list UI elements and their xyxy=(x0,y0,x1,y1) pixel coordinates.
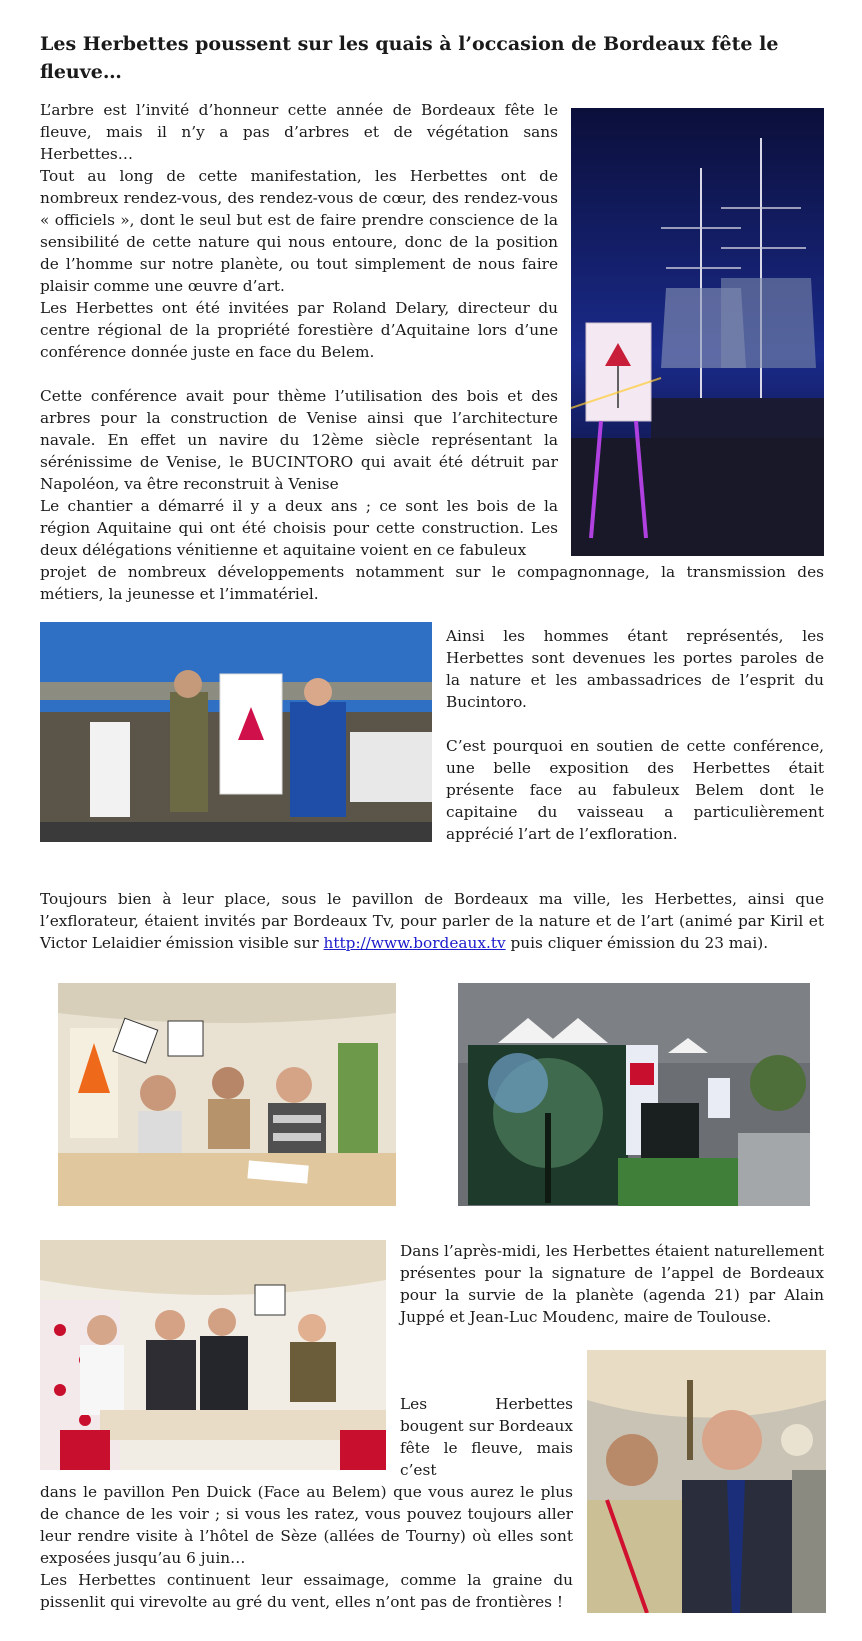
text-line: Les Herbettes continuent leur essaimage, comme la graine du pissenlit qui virevolte au gré du vent, elles n’ont pas de frontières ! xyxy=(40,1571,573,1611)
closing-paragraph xyxy=(40,1481,573,1613)
bordeaux-tv-paragraph xyxy=(40,888,824,954)
belem-night-photo xyxy=(571,108,824,556)
page-title: Les Herbettes poussent sur les quais à l’occasion de Bordeaux fête le fleuve… xyxy=(40,33,779,83)
text-line: Cette conférence avait pour thème l’utilisation des bois et des arbres pour la construction de Venise ainsi que l’architecture navale. En effet un navire du 12ème siècle représentant la sérénissime de Venise, le BUCINTORO qui avait été détruit par Napoléon, va être reconstruit à Venise xyxy=(40,387,558,493)
text-line: Tout au long de cette manifestation, les Herbettes ont de nombreux rendez-vous, des rendez-vous de cœur, des rendez-vous « officiels », dont le seul but est de faire prendre conscience de la sensibilité de cette nature qui nous entoure, donc de la position de l’homme sur notre planète, ou tout simplement de nous faire plaisir comme une œuvre d’art. xyxy=(40,167,558,295)
alain-juppe-photo xyxy=(587,1350,826,1613)
intro-paragraph xyxy=(40,99,558,561)
bordeaux-tv-link[interactable]: http://www.bordeaux.tv xyxy=(323,934,506,952)
pavilion-column-text: Les Herbettes bougent sur Bordeaux fête le fleuve, mais c’est xyxy=(400,1395,573,1479)
bordeaux-tv-studio-photo xyxy=(58,983,396,1206)
text-line: Le chantier a démarré il y a deux ans ; ce sont les bois de la région Aquitaine qui ont été choisis pour cette construction. Les deux délégations vénitienne et aquitaine voient en ce fabuleux xyxy=(40,497,558,559)
text-line: Ainsi les hommes étant représentés, les Herbettes sont devenues les portes paroles de la nature et les ambassadrices de l’esprit du Bucintoro. xyxy=(446,627,824,711)
text-line: C’est pourquoi en soutien de cette conférence, une belle exposition des Herbettes était présente face au fabuleux Belem dont le capitaine du vaisseau a particulièrement apprécié l’art de l’exfloration. xyxy=(446,737,824,843)
pavilion-tents-photo xyxy=(458,983,810,1206)
text-line: dans le pavillon Pen Duick (Face au Belem) que vous aurez le plus de chance de les voir ; si vous les ratez, vous pouvez toujours aller leur rendre visite à l’hôtel de Sèze (allées de Tourny) où elles sont exposées jusqu’au 6 juin… xyxy=(40,1483,573,1567)
agenda21-signing-photo xyxy=(40,1240,386,1470)
agenda21-paragraph: Dans l’après-midi, les Herbettes étaient naturellement présentes pour la signature de l’appel de Bordeaux pour la survie de la planète (agenda 21) par Alain Juppé et Jean-Luc Moudenc, maire de Toulouse. xyxy=(400,1242,824,1326)
intro-paragraph-tail: projet de nombreux développements notamment sur le compagnonnage, la transmission des métiers, la jeunesse et l’immatériel. xyxy=(40,563,824,603)
text-line: puis cliquer émission du 23 mai). xyxy=(505,934,769,952)
exhibition-paragraph xyxy=(446,625,824,845)
exhibition-on-deck-photo xyxy=(40,622,432,842)
text-line: Les Herbettes ont été invitées par Roland Delary, directeur du centre régional de la propriété forestière d’Aquitaine lors d’une conférence donnée juste en face du Belem. xyxy=(40,299,558,361)
text-line: L’arbre est l’invité d’honneur cette année de Bordeaux fête le fleuve, mais il n’y a pas d’arbres et de végétation sans Herbettes… xyxy=(40,101,558,163)
text-line: Toujours bien à leur place, sous le pavillon de Bordeaux ma ville, les Herbettes, ainsi que l’exflorateur, étaient invités par Bordeaux Tv, pour parler de la nature et de l’art (animé par Kiril et Victor Lelaidier émission visible sur xyxy=(40,890,824,952)
